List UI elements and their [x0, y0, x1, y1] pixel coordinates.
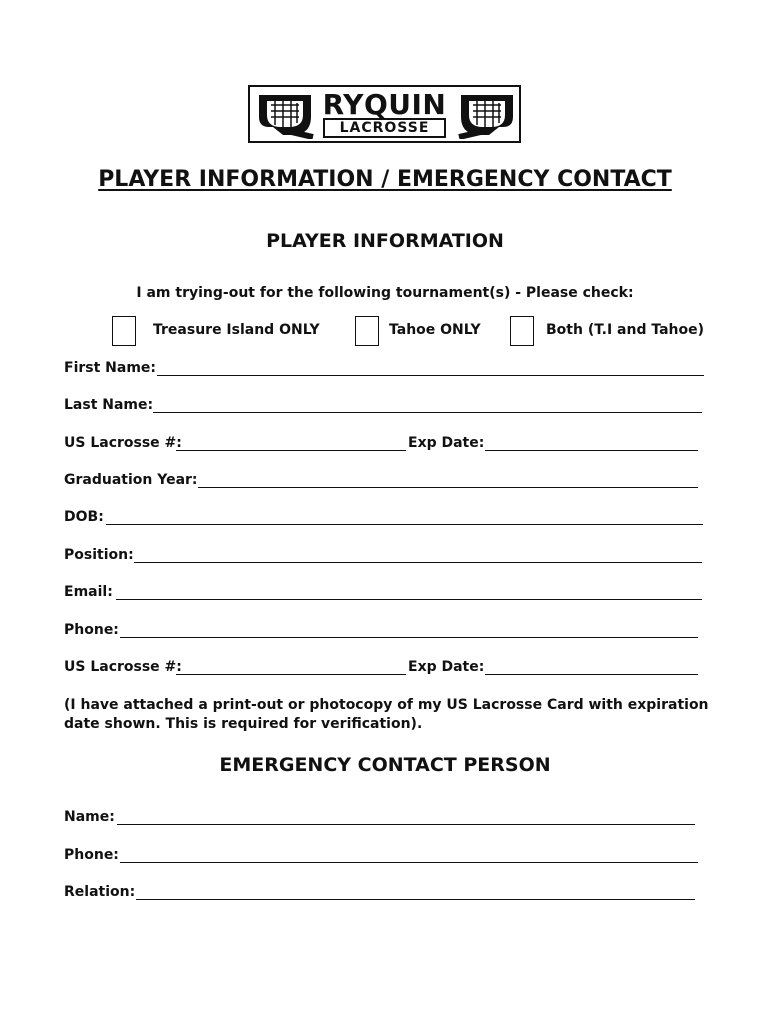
- player-info-heading: PLAYER INFORMATION: [266, 230, 504, 252]
- verification-note: (I have attached a print-out or photocopy of my US Lacrosse Card with expiration date shown. This is required for verification).: [64, 697, 709, 732]
- option-both-label: Both (T.I and Tahoe): [546, 322, 705, 338]
- exp-date-field-2[interactable]: [485, 674, 698, 675]
- contact-name-label: Name:: [64, 809, 115, 825]
- logo-subtext: LACROSSE: [323, 118, 446, 138]
- contact-phone-label: Phone:: [64, 847, 119, 863]
- last-name-field[interactable]: [153, 412, 702, 413]
- tournament-instruction: I am trying-out for the following tournament(s) - Please check:: [136, 285, 634, 301]
- lacrosse-head-left-icon: [255, 91, 315, 139]
- emergency-contact-heading: EMERGENCY CONTACT PERSON: [219, 754, 551, 776]
- email-label: Email:: [64, 584, 113, 600]
- position-field[interactable]: [134, 562, 702, 563]
- contact-relation-label: Relation:: [64, 884, 136, 900]
- contact-relation-field[interactable]: [136, 899, 695, 900]
- first-name-field[interactable]: [157, 375, 704, 376]
- graduation-year-label: Graduation Year:: [64, 472, 198, 488]
- position-label: Position:: [64, 547, 134, 563]
- us-lacrosse-field-2[interactable]: [176, 674, 406, 675]
- exp-date-field[interactable]: [485, 450, 698, 451]
- checkbox-both[interactable]: [510, 316, 534, 346]
- ryquin-lacrosse-logo: [248, 85, 521, 143]
- last-name-label: Last Name:: [64, 397, 154, 413]
- contact-name-field[interactable]: [117, 824, 695, 825]
- page-title: PLAYER INFORMATION / EMERGENCY CONTACT: [98, 167, 672, 192]
- checkbox-treasure-island[interactable]: [112, 316, 136, 346]
- graduation-year-field[interactable]: [198, 487, 698, 488]
- logo-wordmark: RYQUIN: [322, 88, 447, 121]
- exp-date-label: Exp Date:: [408, 435, 485, 451]
- us-lacrosse-field[interactable]: [176, 450, 406, 451]
- phone-field[interactable]: [120, 637, 698, 638]
- exp-date-label-2: Exp Date:: [408, 659, 485, 675]
- dob-label: DOB:: [64, 509, 104, 525]
- dob-field[interactable]: [106, 524, 703, 525]
- phone-label: Phone:: [64, 622, 119, 638]
- checkbox-tahoe[interactable]: [355, 316, 379, 346]
- us-lacrosse-label: US Lacrosse #:: [64, 435, 182, 451]
- option-treasure-island-label: Treasure Island ONLY: [153, 322, 320, 338]
- first-name-label: First Name:: [64, 360, 157, 376]
- contact-phone-field[interactable]: [120, 862, 698, 863]
- lacrosse-head-right-icon: [455, 91, 517, 139]
- email-field[interactable]: [116, 599, 702, 600]
- us-lacrosse-label-2: US Lacrosse #:: [64, 659, 182, 675]
- option-tahoe-label: Tahoe ONLY: [389, 322, 481, 338]
